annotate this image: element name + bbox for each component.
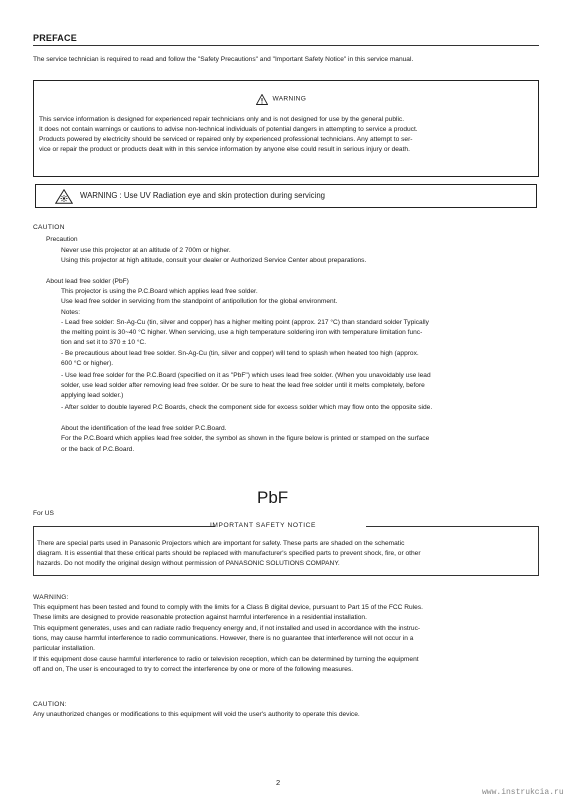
fcc-line: tions, may cause harmful interference to radio communications. However, there is no guarantee that interference will not occur in a (33, 635, 414, 642)
identification-line: For the P.C.Board which applies lead free solder, the symbol as shown in the figure below is printed or stamped on the surface (61, 435, 430, 442)
solder-line: - Be precautious about lead free solder. Sn-Ag-Cu (tin, silver and copper) will tend to splash when heated too high (approx. (61, 350, 419, 357)
solder-line: - Lead free solder: Sn-Ag-Cu (tin, silver and copper) has a higher melting point (approx. 217 °C) than standard solder Typically (61, 319, 429, 326)
fcc-line: These limits are designed to provide reasonable protection against harmful interference in a residential installation. (33, 614, 367, 621)
for-us-label: For US (33, 510, 54, 517)
title-rule (33, 45, 539, 46)
fcc-line: If this equipment dose cause harmful interference to radio or television reception, which can be determined by turning the equipment (33, 656, 419, 663)
precaution-line: Never use this projector at an altitude of 2 700m or higher. (61, 247, 231, 254)
notice-line: hazards. Do not modify the original design without permission of PANASONIC SOLUTIONS COMPANY. (37, 560, 340, 567)
notice-line: diagram. It is essential that these critical parts should be replaced with manufacturer's specified parts to prevent shock, fire, or other (37, 550, 421, 557)
warning-box (33, 80, 539, 177)
solder-heading: About lead free solder (PbF) (46, 278, 129, 285)
fcc-line: off and on, The user is encouraged to try to correct the interference by one or more of the following measures. (33, 666, 354, 673)
pbf-symbol: PbF (257, 488, 289, 507)
solder-line: the melting point is 30~40 °C higher. When servicing, use a high temperature soldering iron with temperature limitation func- (61, 329, 423, 336)
notice-heading: IMPORTANT SAFETY NOTICE (210, 522, 317, 529)
solder-line: 600 °C or higher). (61, 360, 114, 367)
solder-line: Notes: (61, 309, 81, 316)
solder-line: - Use lead free solder for the P.C.Board (specified on it as "PbF") which uses lead free solder. (When you unavoidably use lead (61, 372, 431, 379)
page-title: PREFACE (33, 33, 77, 43)
solder-line: applying lead solder.) (61, 392, 124, 399)
precaution-line: Using this projector at high altitude, consult your dealer or Authorized Service Center about preparations. (61, 257, 367, 264)
solder-line: tion and set it to 370 ± 10 °C. (61, 339, 147, 346)
identification-line: or the back of P.C.Board. (61, 446, 135, 453)
uv-warning-box (35, 184, 537, 208)
precaution-heading: Precaution (46, 236, 78, 243)
warning-heading-text: WARNING (272, 95, 307, 103)
solder-line: Use lead free solder in servicing from the standpoint of antipollution for the global environment. (61, 298, 338, 305)
warning-line: It does not contain warnings or cautions to advise non-technical individuals of potential dangers in attempting to service a product. (39, 126, 418, 133)
warning-line: This service information is designed for experienced repair technicians only and is not designed for use by the general public. (39, 116, 405, 123)
fcc-line: This equipment has been tested and found to comply with the limits for a Class B digital device, pursuant to Part 15 of the FCC Rules. (33, 604, 423, 611)
uv-radiation-icon (55, 189, 73, 209)
warning-heading (256, 91, 306, 103)
watermark: www.instrukcia.ru (482, 788, 564, 797)
notice-box (33, 526, 539, 576)
fcc-caution-text: Any unauthorized changes or modifications to this equipment will void the user's authority to operate this device. (33, 711, 360, 718)
caution-heading: CAUTION (33, 224, 65, 231)
warning-line: Products powered by electricity should be serviced or repaired only by experienced professional technicians. Any attempt to ser- (39, 136, 413, 143)
solder-line: This projector is using the P.C.Board which applies lead free solder. (61, 288, 258, 295)
notice-line: There are special parts used in Panasonic Projectors which are important for safety. These parts are shaded on the schematic (37, 540, 405, 547)
solder-line: solder, use lead solder after removing lead free solder. Or be sure to heat the lead free solder until it melts completely, before (61, 382, 425, 389)
uv-warning-text: WARNING : Use UV Radiation eye and skin protection during servicing (80, 191, 325, 200)
fcc-line: particular installation. (33, 645, 95, 652)
solder-line: - After solder to double layered P.C Boards, check the component side for excess solder which may flow onto the opposite side. (61, 404, 433, 411)
warning-line: vice or repair the product or products dealt with in this service information by anyone else could result in serious injury or death. (39, 146, 410, 153)
identification-line: About the identification of the lead free solder P.C.Board. (61, 425, 227, 432)
warning-triangle-icon (256, 94, 268, 105)
preface-intro: The service technician is required to read and follow the "Safety Precautions" and "Important Safety Notice" in this service manual. (33, 56, 414, 63)
page-number: 2 (276, 778, 281, 787)
fcc-caution-heading: CAUTION: (33, 701, 67, 708)
fcc-warning-heading: WARNING: (33, 594, 69, 601)
fcc-line: This equipment generates, uses and can radiate radio frequency energy and, if not installed and used in accordance with the instruc- (33, 625, 421, 632)
